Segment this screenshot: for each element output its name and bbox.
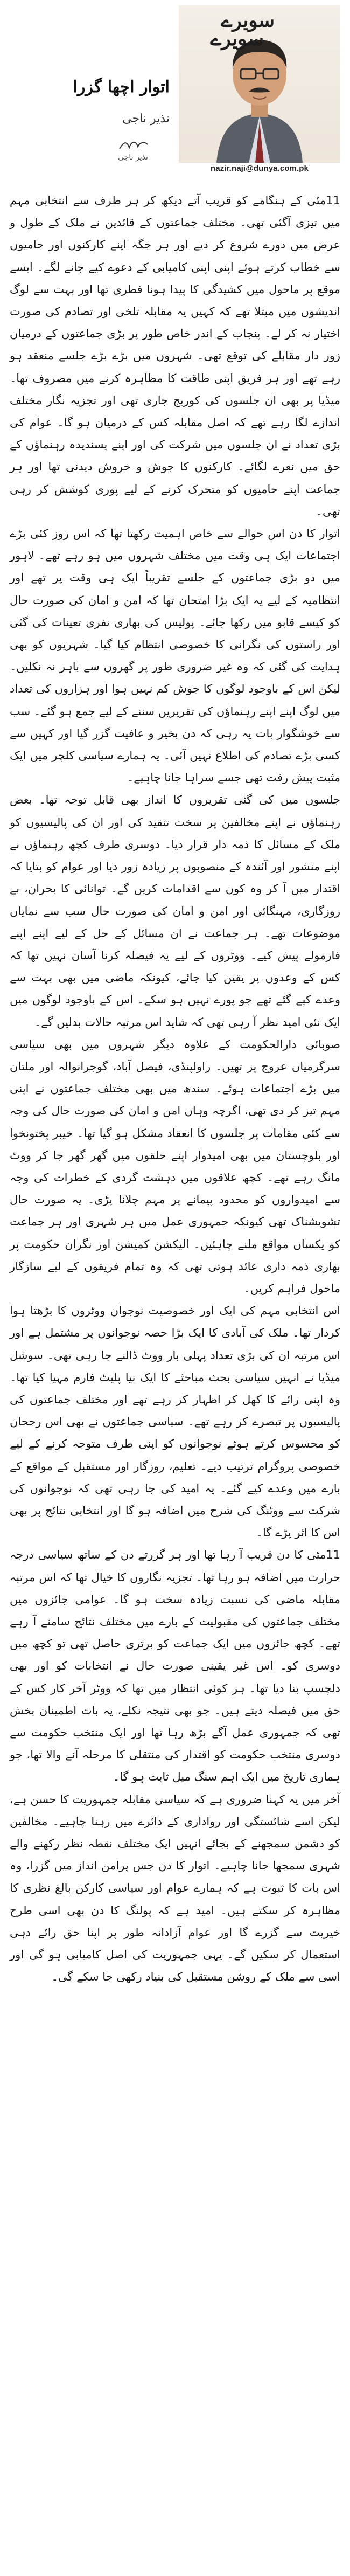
author-photo bbox=[179, 5, 340, 163]
signature-icon bbox=[117, 137, 150, 153]
body-paragraph: آخر میں یہ کہنا ضروری ہے کہ سیاسی مقابلہ جمہوریت کا حسن ہے، لیکن اسے شائستگی اور رواداری کے دائرے میں رہنا چاہیے۔ مخالفین کو دشمن سمجھنے کے بجائے انہیں ایک مختلف نقطہ نظر رکھنے والے شہری سمجھا جانا چاہیے۔ اتوار کا دن جس پرامن انداز میں گزرا، وہ اس بات کا ثبوت ہے کہ ہمارے عوام اور سیاسی کارکن بالغ نظری کا مظاہرہ کر سکتے ہیں۔ امید ہے کہ پولنگ کا دن بھی اسی طرح خیریت سے گزرے گا اور عوام آزادانہ طور پر اپنا حق رائے دہی استعمال کر سکیں گے۔ یہی جمہوریت کی اصل کامیابی ہو گی اور اسی سے ملک کے روشن مستقبل کی بنیاد رکھی جا سکے گی۔ bbox=[10, 1792, 340, 1984]
column-title: اتوار اچھا گزرا bbox=[73, 78, 170, 96]
author-photo-block bbox=[179, 5, 340, 173]
author-email: nazir.naji@dunya.com.pk bbox=[211, 164, 309, 173]
author-signature bbox=[117, 137, 150, 162]
body-paragraph: جلسوں میں کی گئی تقریروں کا انداز بھی قابل توجہ تھا۔ بعض رہنماؤں نے اپنے مخالفین پر سخت تنقید کی اور ان کی پالیسیوں کو ملک کے مسائل کا ذمہ دار قرار دیا۔ دوسری طرف کچھ رہنماؤں نے اپنے منشور اور آئندہ کے منصوبوں پر زیادہ زور دیا اور عوام کو بتایا کہ اقتدار میں آ کر وہ کون سے اقدامات کریں گے۔ توانائی کا بحران، بے روزگاری، مہنگائی اور امن و امان کی صورت حال سب سے نمایاں موضوعات تھے۔ ہر جماعت نے ان مسائل کے حل کے لیے اپنے اپنے فارمولے پیش کیے۔ ووٹروں کے لیے یہ فیصلہ کرنا آسان نہیں تھا کہ کس کے وعدوں پر یقین کیا جائے، کیونکہ ماضی میں بھی بہت سے وعدے کیے گئے تھے جو پورے نہیں ہو سکے۔ اس کے باوجود لوگوں میں ایک نئی امید نظر آ رہی تھی کہ شاید اس مرتبہ حالات بدلیں گے۔ bbox=[10, 793, 340, 1029]
body-paragraph: اتوار کا دن اس حوالے سے خاص اہمیت رکھتا تھا کہ اس روز کئی بڑے اجتماعات ایک ہی وقت میں مختلف شہروں میں ہو رہے تھے۔ لاہور میں دو بڑی جماعتوں کے جلسے تقریباً ایک ہی وقت پر تھے اور انتظامیہ کے لیے یہ ایک بڑا امتحان تھا کہ امن و امان کی صورت حال کو کیسے قابو میں رکھا جائے۔ پولیس کی بھاری نفری تعینات کی گئی اور راستوں کی نگرانی کا خصوصی انتظام کیا گیا۔ شہریوں کو بھی ہدایت کی گئی کہ وہ غیر ضروری طور پر گھروں سے باہر نہ نکلیں۔ لیکن اس کے باوجود لوگوں کا جوش کم نہیں ہوا اور ہزاروں کی تعداد میں لوگ اپنے اپنے رہنماؤں کی تقریریں سننے کے لیے جمع ہو گئے۔ سب سے خوشگوار بات یہ رہی کہ دن بخیر و عافیت گزر گیا اور کہیں سے کسی بڑے تصادم کی اطلاع نہیں آئی۔ یہ ہمارے سیاسی کلچر میں ایک مثبت پیش رفت تھی جسے سراہا جانا چاہیے۔ bbox=[10, 527, 340, 785]
body-paragraph: 11مئی کا دن قریب آ رہا تھا اور ہر گزرتے دن کے ساتھ سیاسی درجہ حرارت میں اضافہ ہو رہا تھا۔ تجزیہ نگاروں کا خیال تھا کہ اس مرتبہ مقابلہ ماضی کی نسبت زیادہ سخت ہو گا۔ عوامی جائزوں میں مختلف جماعتوں کی مقبولیت کے بارے میں مختلف نتائج سامنے آ رہے تھے۔ کچھ جائزوں میں ایک جماعت کو برتری حاصل تھی تو کچھ میں دوسری کو۔ اس غیر یقینی صورت حال نے انتخابات کو اور بھی دلچسپ بنا دیا تھا۔ ہر کوئی انتظار میں تھا کہ ووٹر آخر کار کس کے حق میں فیصلہ دیتے ہیں۔ جو بھی نتیجہ نکلے، یہ بات اطمینان بخش تھی کہ جمہوری عمل آگے بڑھ رہا تھا اور ایک منتخب حکومت سے دوسری منتخب حکومت کو اقتدار کی منتقلی کا مرحلہ آنے والا تھا، جو ہماری تاریخ میں ایک اہم سنگ میل ثابت ہو گا۔ bbox=[10, 1548, 340, 1784]
body-paragraph: اس انتخابی مہم کی ایک اور خصوصیت نوجوان ووٹروں کا بڑھتا ہوا کردار تھا۔ ملک کی آبادی کا ایک بڑا حصہ نوجوانوں پر مشتمل ہے اور اس مرتبہ ان کی بڑی تعداد پہلی بار ووٹ ڈالنے جا رہی تھی۔ سوشل میڈیا نے انہیں سیاسی بحث مباحثے کا ایک نیا پلیٹ فارم مہیا کیا تھا۔ وہ اپنی رائے کا کھل کر اظہار کر رہے تھے اور مختلف جماعتوں کی پالیسیوں پر تبصرے کر رہے تھے۔ سیاسی جماعتوں نے بھی اس رجحان کو محسوس کرتے ہوئے نوجوانوں کو اپنی طرف متوجہ کرنے کے لیے خصوصی پروگرام ترتیب دیے۔ تعلیم، روزگار اور مستقبل کے مواقع کے بارے میں وعدے کیے گئے۔ یہ امید کی جا رہی تھی کہ نوجوانوں کی شرکت سے ووٹنگ کی شرح میں اضافہ ہو گا اور انتخابی نتائج پر بھی اس کا اثر پڑے گا۔ bbox=[10, 1304, 340, 1540]
masthead-line-1: سویرے bbox=[221, 9, 275, 32]
column-masthead bbox=[183, 11, 275, 51]
signature-caption: نذیر ناجی bbox=[118, 153, 148, 162]
column-header bbox=[0, 0, 350, 186]
body-paragraph: 11مئی کے ہنگامے کو قریب آتے دیکھ کر ہر طرف سے انتخابی مہم میں تیزی آگئی تھی۔ مختلف جماعتوں کے قائدین نے ملک کے طول و عرض میں دورے شروع کر دیے اور ہر جگہ اپنے کارکنوں اور حامیوں سے خطاب کرتے ہوئے اپنی اپنی کامیابی کے دعوے کیے جانے لگے۔ ایسے موقع پر ماحول میں کشیدگی کا پیدا ہونا فطری تھا اور بہت سے لوگ اندیشوں میں مبتلا تھے کہ کہیں یہ مقابلہ تلخی اور تصادم کی صورت اختیار نہ کر لے۔ پنجاب کے اندر خاص طور پر بڑی جماعتوں کے درمیان زور دار مقابلے کی توقع تھی۔ شہروں میں بڑے بڑے جلسے منعقد ہو رہے تھے اور ہر فریق اپنی طاقت کا مظاہرہ کرنے میں مصروف تھا۔ میڈیا پر بھی ان جلسوں کی کوریج جاری تھی اور تجزیہ نگار مختلف اندازے لگا رہے تھے کہ اصل مقابلہ کس کے درمیان ہو گا۔ عوام کی بڑی تعداد نے ان جلسوں میں شرکت کی اور اپنے پسندیدہ رہنماؤں کے حق میں نعرے لگائے۔ کارکنوں کا جوش و خروش دیدنی تھا اور ہر جماعت اپنے حامیوں کو متحرک کرنے کے لیے پوری کوشش کر رہی تھی۔ bbox=[10, 194, 340, 518]
author-name: نذیر ناجی bbox=[122, 112, 170, 126]
title-block bbox=[11, 6, 170, 184]
column-body bbox=[10, 190, 340, 1988]
masthead-line-2: سویرے bbox=[210, 27, 264, 50]
body-paragraph: صوبائی دارالحکومت کے علاوہ دیگر شہروں میں بھی سیاسی سرگرمیاں عروج پر تھیں۔ راولپنڈی، فیصل آباد، گوجرانوالہ اور ملتان میں بڑے اجتماعات ہوئے۔ سندھ میں بھی مختلف جماعتوں نے اپنی مہم تیز کر دی تھی، اگرچہ وہاں امن و امان کی صورت حال کی وجہ سے کئی مقامات پر جلسوں کا انعقاد مشکل ہو گیا تھا۔ خیبر پختونخوا اور بلوچستان میں بھی امیدوار اپنے حلقوں میں گھر گھر جا کر ووٹ مانگ رہے تھے۔ کچھ علاقوں میں دہشت گردی کے خطرات کی وجہ سے امیدواروں کو محدود پیمانے پر مہم چلانا پڑی۔ یہ صورت حال تشویشناک تھی کیونکہ جمہوری عمل میں ہر شہری اور ہر جماعت کو یکساں مواقع ملنے چاہئیں۔ الیکشن کمیشن اور نگران حکومت پر بھاری ذمہ داری عائد ہوتی تھی کہ وہ تمام فریقوں کے لیے سازگار ماحول فراہم کریں۔ bbox=[10, 1037, 340, 1295]
